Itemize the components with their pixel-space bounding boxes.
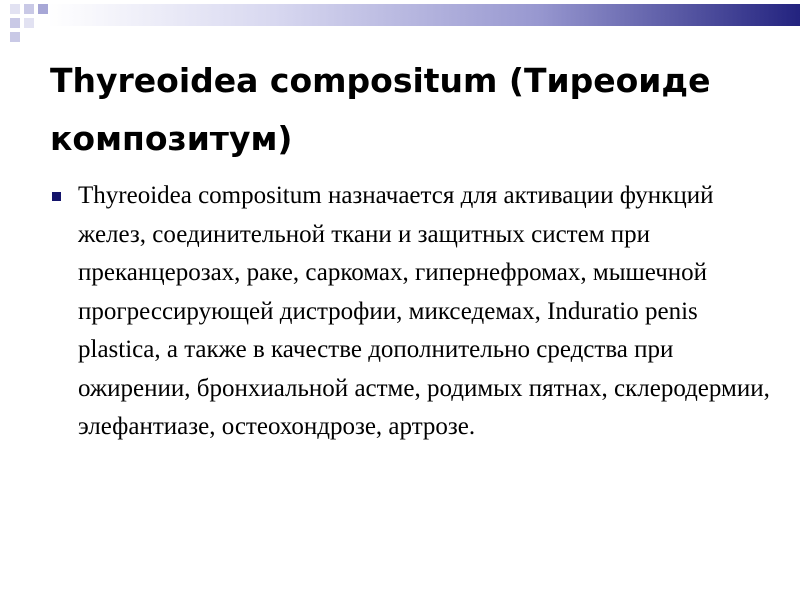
bullet-text: Thyreoidea compositum назначается для активации функций желез, соединительной ткани и защитных систем при преканцерозах, раке, саркомах, гипернефромах, мышечной прогрессирующей дистрофии, микседемах, Induratio penis plastica, а также в качестве дополнительно средства при ожирении, бронхиальной астме, родимых пятнах, склеродермии, элефантиазе, остеохондрозе, артрозе. <box>78 182 770 440</box>
bullet-list <box>50 177 770 447</box>
slide-title: Thyreoidea compositum (Тиреоиде композитум) <box>50 61 711 158</box>
bullet-item <box>50 177 770 447</box>
square-bullet-icon <box>52 192 61 201</box>
header-gradient-bar <box>48 4 800 26</box>
